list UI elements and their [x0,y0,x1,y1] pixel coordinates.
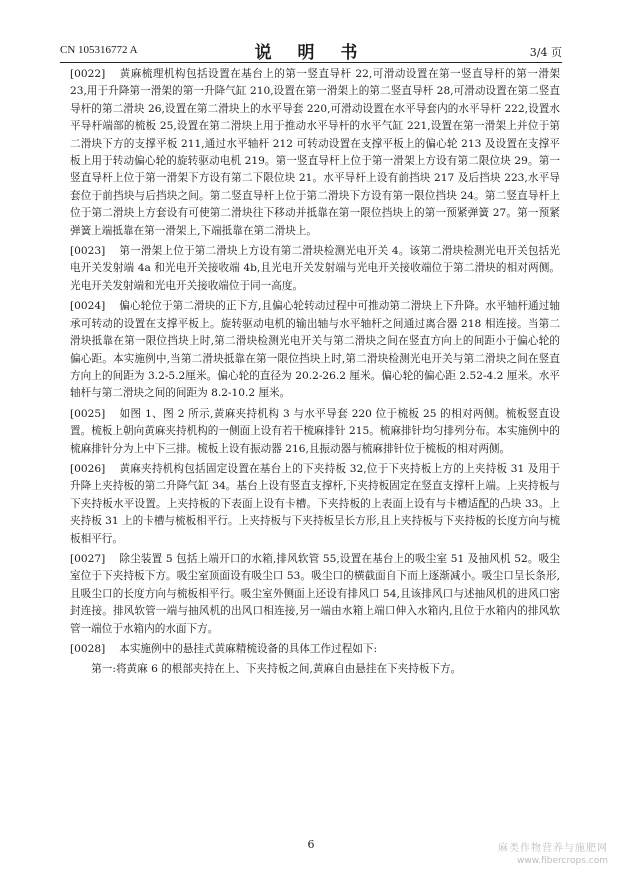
paragraph-0028 [70,641,560,658]
site-watermark [498,843,608,867]
paragraph-text: 第一滑架上位于第二滑块上方设有第二滑块检测光电开关 4。该第二滑块检测光电开关包括光电开关发射端 4a 和光电开关接收端 4b,且光电开关发射端与光电开关接收端位于第二滑块的相对两侧。光电开关发射端和光电开关接收端位于同一高度。 [70,245,560,292]
paragraph-text: 偏心轮位于第二滑块的正下方,且偏心轮转动过程中可推动第二滑块上下升降。水平轴杆通过轴承可转动的设置在支撑平板上。旋转驱动电机的输出轴与水平轴杆之间通过离合器 218 相连接。当第二滑块抵靠在第一限位挡块上时,第二滑块检测光电开关与第二滑块之间在竖直方向上的间距小于偏心轮的偏心距。本实施例中,当第二滑块抵靠在第一限位挡块上时,第二滑块检测光电开关与第二滑块之间在竖直方向上的间距为 3.2-5.2厘米。偏心轮的直径为 20.2-26.2 厘米。偏心轮的偏心距 2.52-4.2 厘米。水平轴杆与第二滑块之间的间距为 8.2-10.2 厘米。 [70,300,560,400]
document-title: 说 明 书 [254,43,368,63]
paragraph-id: [0028] [70,643,106,655]
paragraph-0026 [70,461,560,548]
page-info: 3/4 页 [529,46,562,59]
paragraph-id: [0025] [70,407,106,420]
watermark-url: www.fibercrops.com [517,856,608,866]
paragraph-text: 本实施例中的悬挂式黄麻精梳设备的具体工作过程如下: [119,643,378,655]
paragraph-id: [0022] [70,68,106,80]
watermark-site-name: 麻类作物营养与施肥网 [498,843,608,854]
page-number: 6 [307,838,315,851]
paragraph-0025 [70,406,560,458]
paragraph-id: [0023] [70,245,106,258]
page-header [60,38,562,63]
paragraph-id: [0026] [70,462,106,475]
paragraph-0022 [70,66,560,240]
document-body [70,66,560,682]
paragraph-0027 [70,551,560,638]
paragraph-0024 [70,298,560,402]
paragraph-0023 [70,243,560,295]
publication-number: CN 105316772 A [60,44,138,56]
step-one-line: 第一:将黄麻 6 的根部夹持在上、下夹持板之间,黄麻自由悬挂在下夹持板下方。 [91,663,462,676]
paragraph-id: [0027] [70,552,106,565]
paragraph-id: [0024] [70,300,106,313]
paragraph-text: 除尘装置 5 包括上端开口的水箱,排风软管 55,设置在基台上的吸尘室 51 及抽风机 52。吸尘室位于下夹持板下方。吸尘室顶面设有吸尘口 53。吸尘口的横截面自下而上逐渐减小。吸尘口呈长条形,且吸尘口的长度方向与梳板相平行。吸尘室外侧面上还设有排风口 54,且该排风口与述抽风机的进风口密封连接。排风软管一端与抽风机的出风口相连接,另一端由水箱上端口伸入水箱内,且位于水箱内的排风软管一端位于水箱内的水面下方。 [70,552,560,635]
header-divider [60,62,562,63]
paragraph-text: 黄麻夹持机构包括固定设置在基台上的下夹持板 32,位于下夹持板上方的上夹持板 31 及用于升降上夹持板的第二升降气缸 34。基台上设有竖直支撑杆,下夹持板固定在竖直支撑杆上端。上夹持板与下夹持板水平设置。上夹持板的下表面上设有卡槽。下夹持板的上表面上设有与卡槽适配的凸块 33。上夹持板 31 上的卡槽与梳板相平行。上夹持板与下夹持板呈长方形,且上夹持板与下夹持板的长度方向与梳板相平行。 [70,462,560,545]
paragraph-text: 如图 1、图 2 所示,黄麻夹持机构 3 与水平导套 220 位于梳板 25 的相对两侧。梳板竖直设置。梳板上朝向黄麻夹持机构的一侧面上设有若干梳麻排针 215。梳麻排针均匀排列分布。本实施例中的梳麻排针分为上中下三排。梳板上设有振动器 216,且振动器与梳麻排针位于梳板的相对两侧。 [70,407,560,455]
paragraph-text: 黄麻梳理机构包括设置在基台上的第一竖直导杆 22,可滑动设置在第一竖直导杆的第一滑架 23,用于升降第一滑架的第一升降气缸 210,设置在第一滑架上的第二竖直导杆 28,可滑动设置在第二竖直导杆的第二滑块 26,设置在第二滑块上的水平导套 220,可滑动设置在水平导套内的水平导杆 222,设置水平导杆端部的梳板 25,设置在第二滑块上用于推动水平导杆的水平气缸 221,设置在第一滑架上并位于第二滑块下方的支撑平板 211,通过水平轴杆 212 可转动设置在支撑平板上的偏心轮 213 及设置在支撑平板上用于转动偏心轮的旋转驱动电机 219。第一竖直导杆上位于第一滑架上方设有第二限位块 29。第一竖直导杆上位于第一滑架下方设有第二下限位块 21。水平导杆上设有前挡块 217 及后挡块 223,水平导套位于前挡块与后挡块之间。第二竖直导杆上位于第二滑块下方设有第一限位挡块 24。第二竖直导杆上位于第二滑块上方套设有可使第二滑块往下移动并抵靠在第一限位挡块上的第一预紧弹簧 27。第一预紧弹簧上端抵靠在第一滑架上,下端抵靠在第二滑块上。 [70,68,560,237]
